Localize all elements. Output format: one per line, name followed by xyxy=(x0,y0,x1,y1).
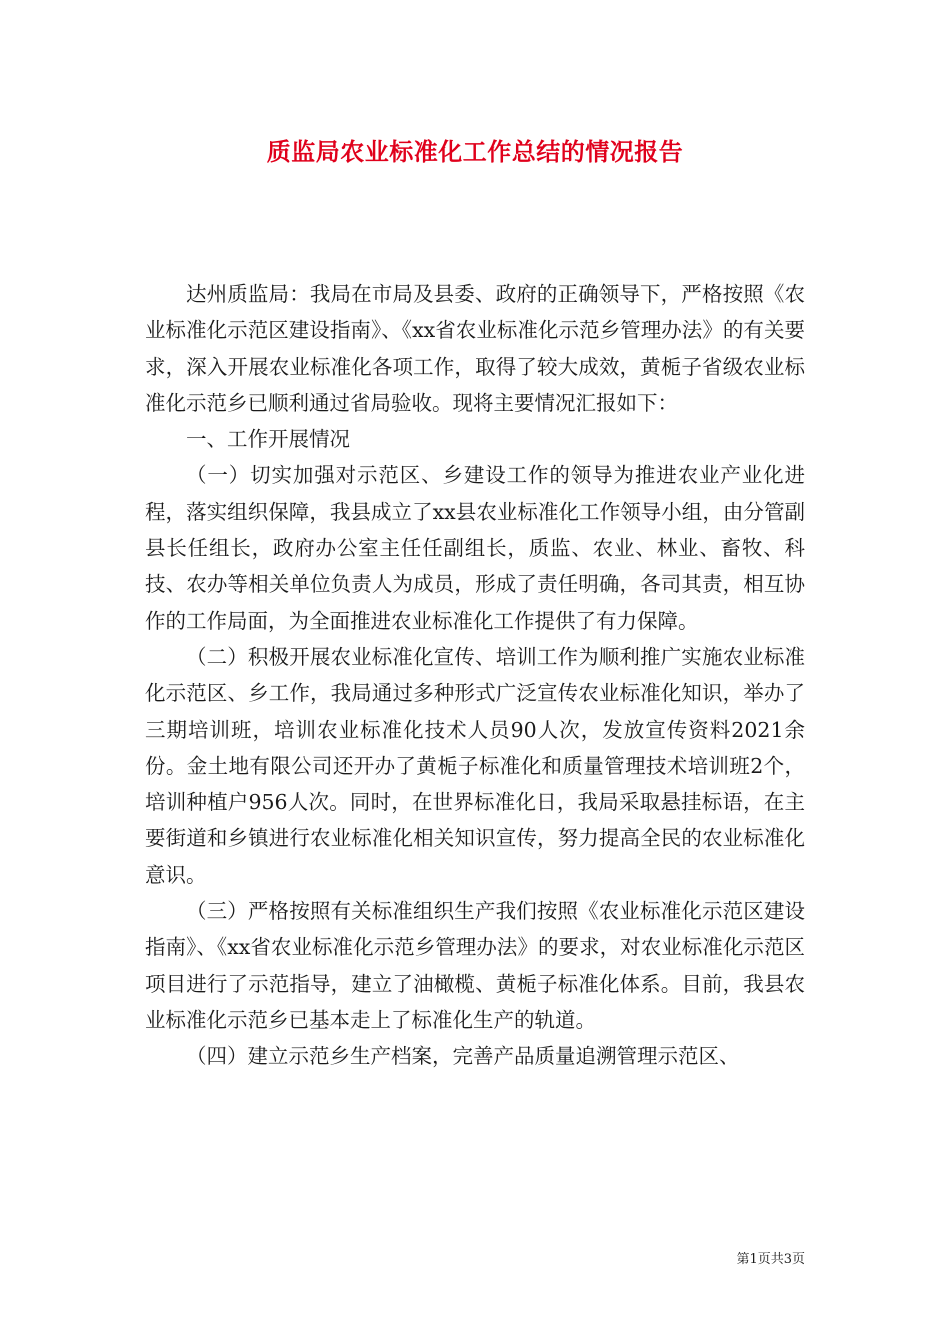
document-title: 质监局农业标准化工作总结的情况报告 xyxy=(266,137,684,166)
paragraph-intro: 达州质监局：我局在市局及县委、政府的正确领导下，严格按照《农业标准化示范区建设指南》、《xx省农业标准化示范乡管理办法》的有关要求，深入开展农业标准化各项工作，取得了较大成效，黄栀子省级农业标准化示范乡已顺利通过省局验收。现将主要情况汇报如下： xyxy=(145,282,805,415)
page-number: 第1页共3页 xyxy=(736,1252,805,1267)
document-body xyxy=(145,276,805,1075)
paragraph-item-3: （三）严格按照有关标准组织生产我们按照《农业标准化示范区建设指南》、《xx省农业标准化示范乡管理办法》的要求，对农业标准化示范区项目进行了示范指导，建立了油橄榄、黄栀子标准化体系。目前，我县农业标准化示范乡已基本走上了标准化生产的轨道。 xyxy=(145,899,805,1032)
paragraph-item-4: （四）建立示范乡生产档案，完善产品质量追溯管理示范区、 xyxy=(186,1044,740,1069)
section-heading: 一、工作开展情况 xyxy=(186,427,350,452)
paragraph-item-2: （二）积极开展农业标准化宣传、培训工作为顺利推广实施农业标准化示范区、乡工作，我局通过多种形式广泛宣传农业标准化知识，举办了三期培训班，培训农业标准化技术人员90人次，发放宣传资料2021余份。金土地有限公司还开办了黄栀子标准化和质量管理技术培训班2个，培训种植户956人次。同时，在世界标准化日，我局采取悬挂标语，在主要街道和乡镇进行农业标准化相关知识宣传，努力提高全民的农业标准化意识。 xyxy=(145,644,805,887)
paragraph-item-1: （一）切实加强对示范区、乡建设工作的领导为推进农业产业化进程，落实组织保障，我县成立了xx县农业标准化工作领导小组，由分管副县长任组长，政府办公室主任任副组长，质监、农业、林业、畜牧、科技、农办等相关单位负责人为成员，形成了责任明确，各司其责，相互协作的工作局面，为全面推进农业标准化工作提供了有力保障。 xyxy=(145,463,805,633)
